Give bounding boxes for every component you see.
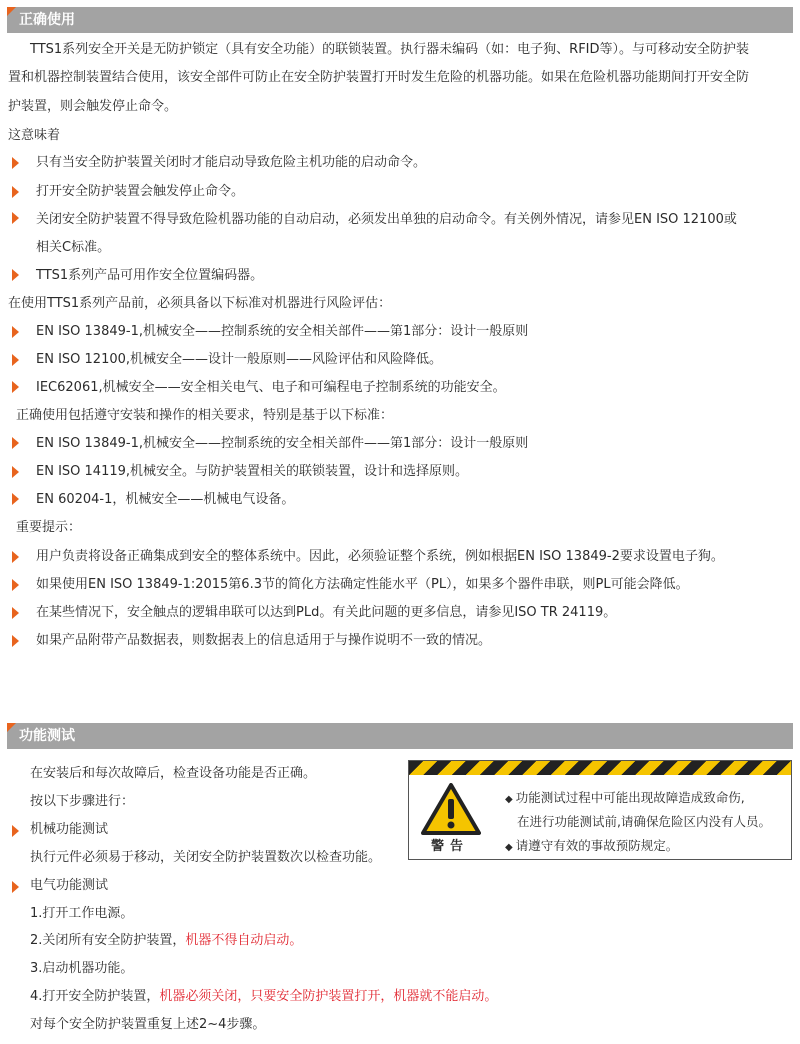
bullet-icon: [12, 551, 19, 563]
list-item: 只有当安全防护装置关闭时才能启动导致危险主机功能的启动命令。: [36, 155, 427, 170]
diamond-bullet-icon: ◆: [505, 842, 513, 853]
intro-line: 护装置，则会触发停止命令。: [8, 99, 178, 114]
bullet-icon: [12, 466, 19, 478]
bullet-icon: [12, 269, 19, 281]
list-item-continued: 相关C标准。: [36, 240, 111, 255]
warning-label: 警告: [431, 839, 470, 854]
bullet-icon: [12, 493, 19, 505]
list-item: 如果使用EN ISO 13849-1:2015第6.3节的简化方法确定性能水平（PL），如果多个器件串联，则PL可能会降低。: [36, 577, 689, 592]
warning-box: [408, 760, 792, 860]
mech-test-text: 执行元件必须易于移动，关闭安全防护装置数次以检查功能。: [30, 850, 382, 865]
step-2-text: 2.关闭所有安全防护装置，: [30, 933, 186, 948]
test-intro-line: 按以下步骤进行：: [30, 794, 135, 809]
header-accent: [7, 723, 16, 732]
notes-label: 重要提示：: [16, 520, 82, 535]
step-4: [30, 988, 497, 1006]
warning-text: 请遵守有效的事故预防规定。: [515, 838, 679, 853]
hazard-stripes: [409, 761, 791, 775]
mech-test-title: 机械功能测试: [30, 822, 109, 837]
bullet-icon: [12, 881, 19, 893]
bullet-icon: [12, 354, 19, 366]
diamond-bullet-icon: ◆: [505, 794, 513, 805]
section-header-function-test: [7, 723, 793, 749]
bullet-icon: [12, 212, 19, 224]
bullet-icon: [12, 326, 19, 338]
list-item: EN ISO 13849-1,机械安全——控制系统的安全相关部件——第1部分：设计一般原则: [36, 324, 529, 339]
section-title: 正确使用: [19, 12, 75, 28]
list-item: EN ISO 12100,机械安全——设计一般原则——风险评估和风险降低。: [36, 352, 443, 367]
step-2-warning: 机器不得自动启动。: [185, 933, 303, 948]
section-title: 功能测试: [19, 728, 75, 744]
list-item: EN 60204-1，机械安全——机械电气设备。: [36, 492, 295, 507]
bullet-icon: [12, 186, 19, 198]
header-accent: [7, 7, 16, 16]
step-1: 1.打开工作电源。: [30, 906, 134, 921]
list-item: 如果产品附带产品数据表，则数据表上的信息适用于与操作说明不一致的情况。: [36, 633, 492, 648]
list-item: EN ISO 13849-1,机械安全——控制系统的安全相关部件——第1部分：设计一般原则: [36, 436, 529, 451]
intro-line: TTS1系列安全开关是无防护锁定（具有安全功能）的联锁装置。执行器未编码（如：电子狗、RFID等）。与可移动安全防护装: [30, 42, 750, 57]
bullet-icon: [12, 381, 19, 393]
test-intro-line: 在安装后和每次故障后，检查设备功能是否正确。: [30, 766, 317, 781]
meaning-label: 这意味着: [8, 128, 61, 143]
warning-line: 在进行功能测试前,请确保危险区内没有人员。: [517, 814, 771, 829]
list-item: IEC62061,机械安全——安全相关电气、电子和可编程电子控制系统的功能安全。: [36, 380, 506, 395]
step-3: 3.启动机器功能。: [30, 961, 134, 976]
list-item: 关闭安全防护装置不得导致危险机器功能的自动启动，必须发出单独的启动命令。有关例外情况，请参见EN ISO 12100或: [36, 212, 737, 227]
bullet-icon: [12, 157, 19, 169]
elec-test-title: 电气功能测试: [30, 878, 109, 893]
warning-text: 功能测试过程中可能出现故障造成致命伤,: [515, 790, 745, 805]
step-2: [30, 932, 302, 950]
list-item: 用户负责将设备正确集成到安全的整体系统中。因此，必须验证整个系统，例如根据EN ISO 13849-2要求设置电子狗。: [36, 549, 724, 564]
section-header-correct-use: [7, 7, 793, 33]
list-item: 在某些情况下，安全触点的逻辑串联可以达到PLd。有关此问题的更多信息，请参见ISO TR 24119。: [36, 605, 617, 620]
bullet-icon: [12, 579, 19, 591]
list-item: TTS1系列产品可用作安全位置编码器。: [36, 268, 264, 283]
bullet-icon: [12, 607, 19, 619]
repeat-note: 对每个安全防护装置重复上述2~4步骤。: [30, 1017, 266, 1032]
standards-label: 正确使用包括遵守安装和操作的相关要求，特别是基于以下标准：: [16, 408, 394, 423]
bullet-icon: [12, 437, 19, 449]
risk-label: 在使用TTS1系列产品前，必须具备以下标准对机器进行风险评估：: [8, 296, 392, 311]
list-item: 打开安全防护装置会触发停止命令。: [36, 184, 245, 199]
step-4-warning: 机器必须关闭，只要安全防护装置打开，机器就不能启动。: [159, 989, 498, 1004]
warning-triangle-icon: [421, 783, 481, 835]
intro-line: 置和机器控制装置结合使用，该安全部件可防止在安全防护装置打开时发生危险的机器功能。如果在危险机器功能期间打开安全防: [8, 70, 750, 85]
bullet-icon: [12, 635, 19, 647]
warning-line: [505, 789, 745, 809]
warning-line: [505, 837, 678, 857]
step-4-text: 4.打开安全防护装置，: [30, 989, 160, 1004]
list-item: EN ISO 14119,机械安全。与防护装置相关的联锁装置，设计和选择原则。: [36, 464, 469, 479]
bullet-icon: [12, 825, 19, 837]
